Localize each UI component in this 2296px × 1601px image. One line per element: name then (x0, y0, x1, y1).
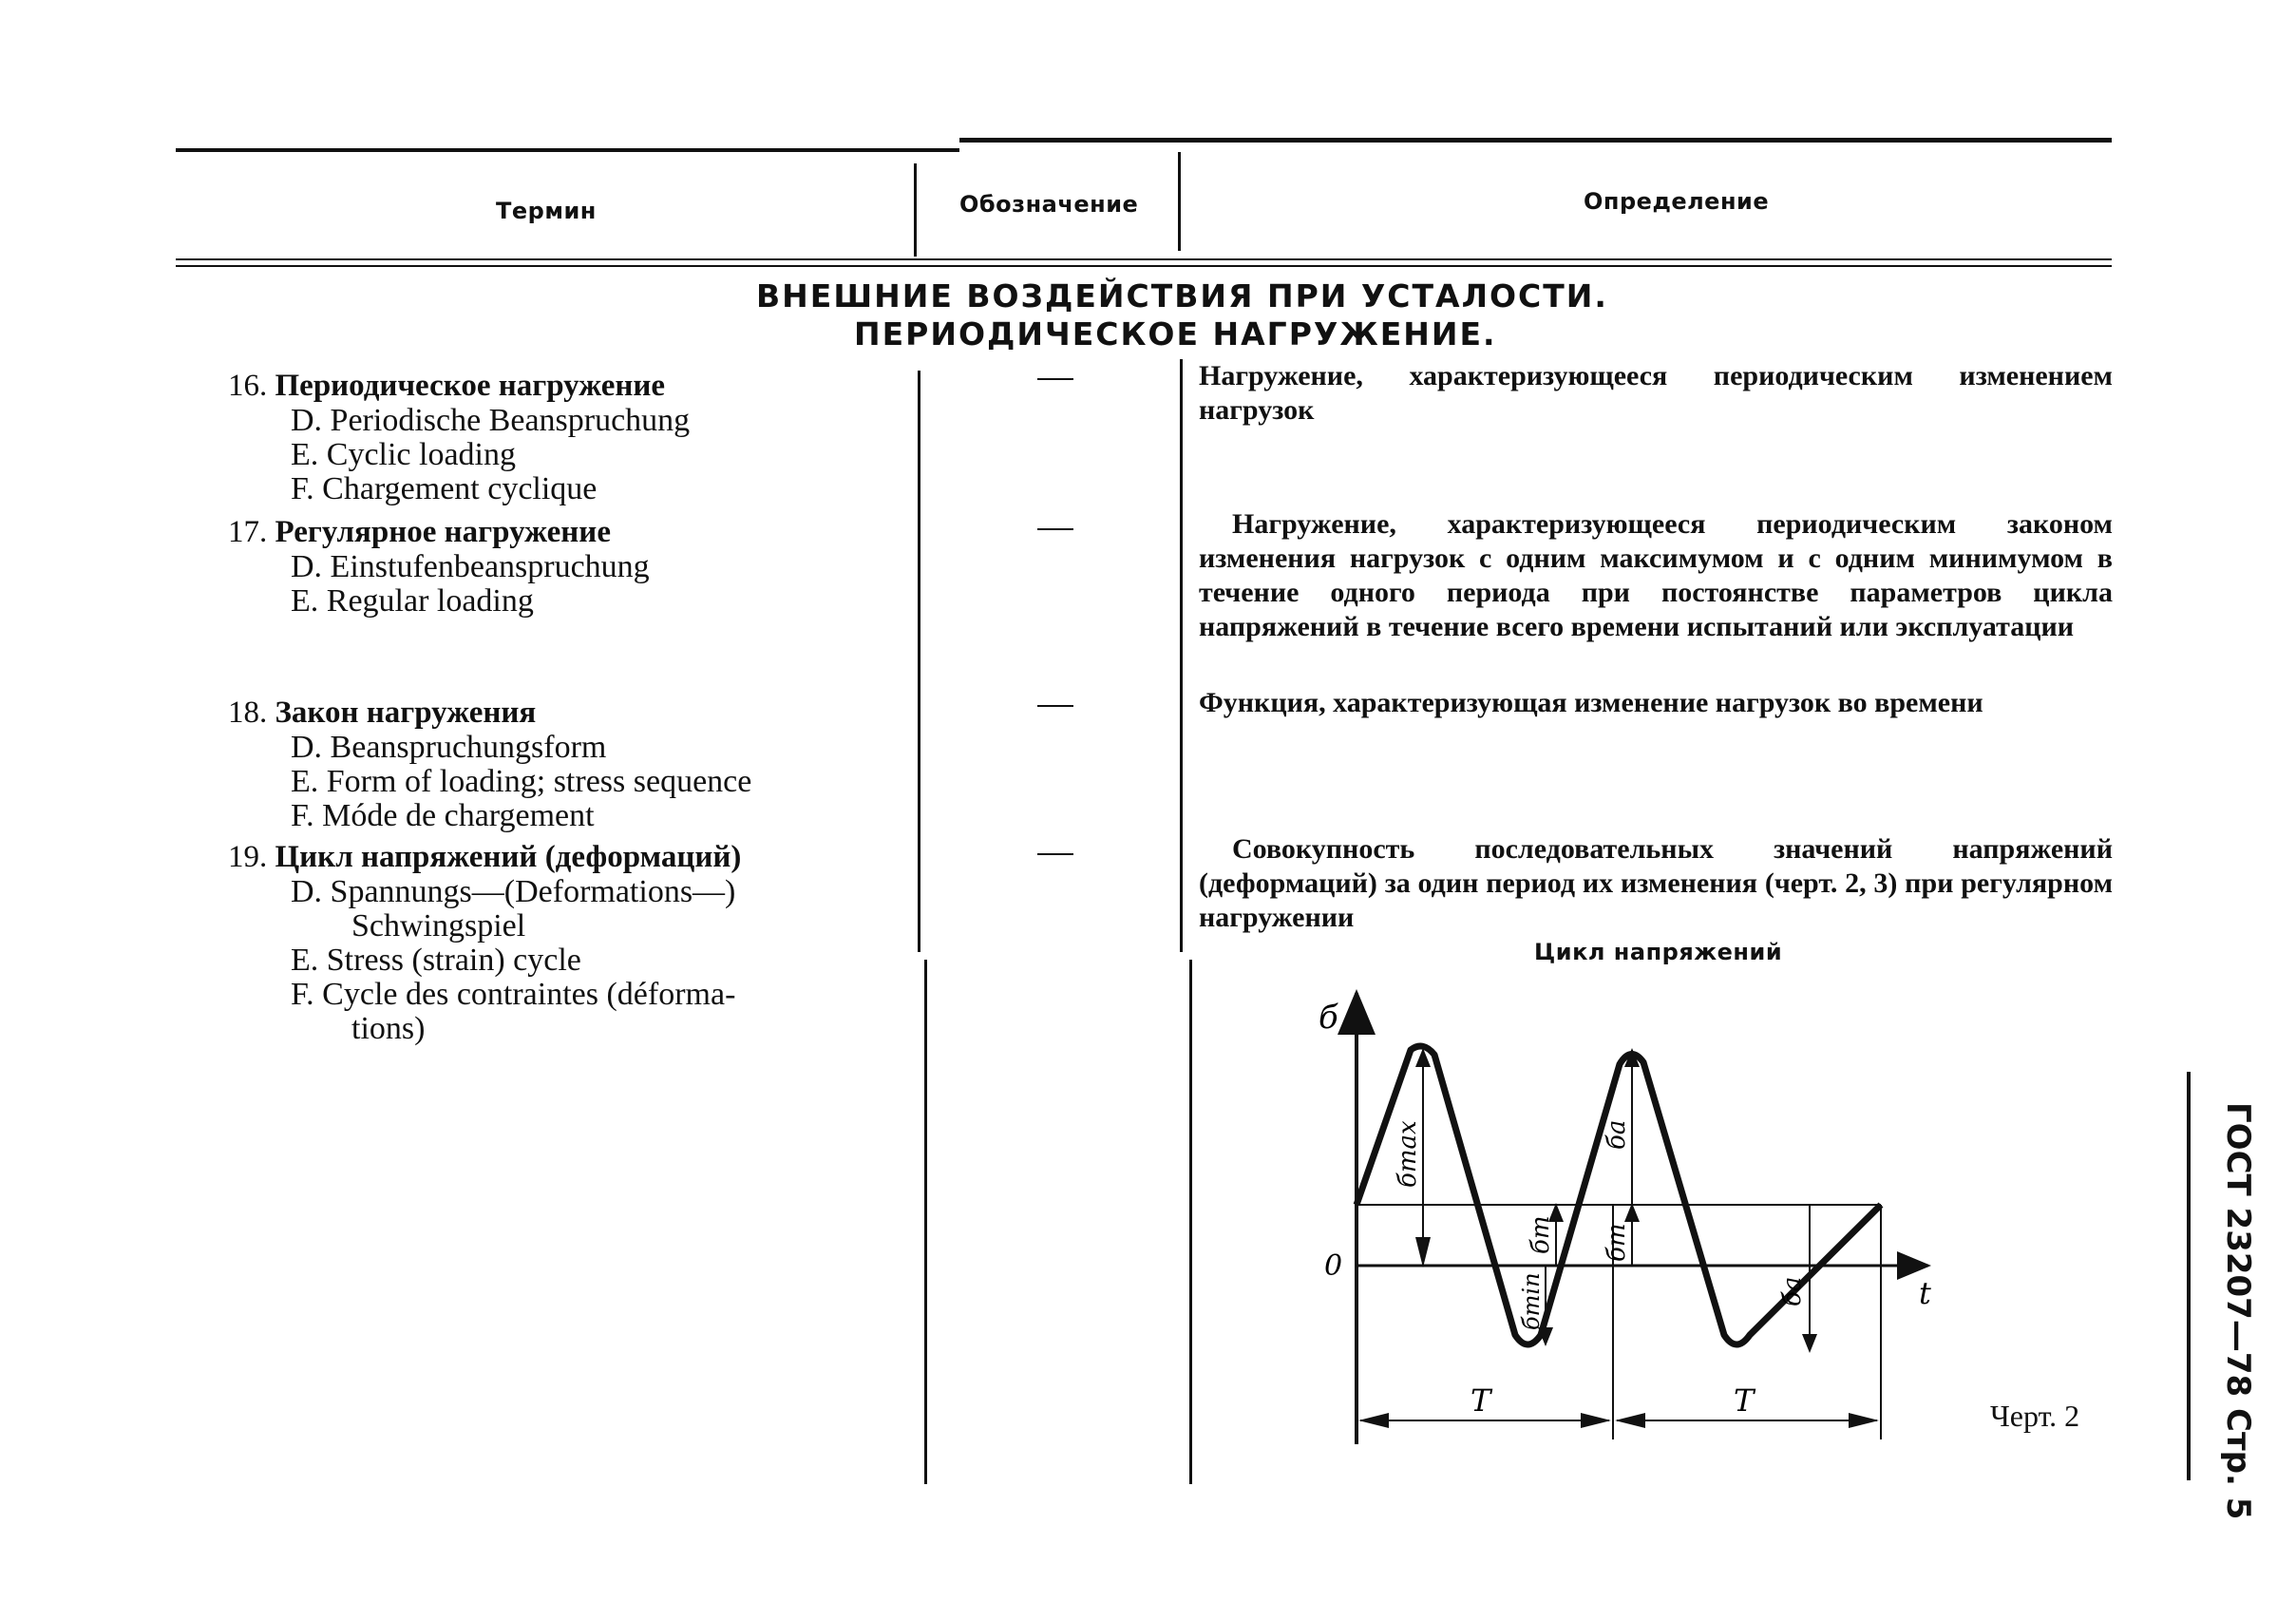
label-zero: 0 (1324, 1249, 1343, 1283)
term-fr-cont: tions) (351, 1011, 426, 1046)
section-title-line2: ПЕРИОДИЧЕСКОЕ НАГРУЖЕНИЕ. (854, 315, 1497, 353)
term-number: 16. (228, 369, 268, 403)
term-ru: Регулярное нагружение (275, 515, 611, 549)
term-en: E. Form of loading; stress sequence (291, 764, 752, 799)
designation-dash-18 (1037, 705, 1073, 707)
term-17 (228, 515, 912, 619)
term-ru: Периодическое нагружение (275, 369, 666, 403)
side-stamp: ГОСТ 23207—78 Стр. 5 (2219, 1102, 2257, 1520)
designation-dash-19 (1037, 853, 1073, 855)
label-period-1: T (1471, 1382, 1491, 1419)
term-fr: F. Móde de chargement (291, 798, 595, 833)
term-de: D. Spannungs—(Deformations—) Schwingspiel (228, 875, 912, 943)
term-en: E. Cyclic loading (291, 437, 517, 472)
term-ru: Закон нагружения (275, 696, 537, 730)
term-en: E. Regular loading (291, 583, 534, 619)
term-number: 17. (228, 515, 268, 549)
header-rule-1 (176, 258, 2112, 260)
label-sigma-a-1: бa (1603, 1119, 1631, 1150)
body-divider-2a (1180, 359, 1183, 952)
designation-dash-17 (1037, 528, 1073, 530)
body-divider-1a (918, 371, 920, 952)
term-19 (228, 840, 912, 1046)
header-divider-1 (914, 163, 917, 257)
header-term: Термин (496, 198, 597, 224)
term-16 (228, 369, 912, 506)
term-ru: Цикл напряжений (деформаций) (275, 840, 742, 874)
body-divider-1b (924, 960, 927, 1484)
definition-16: Нагружение, характеризующееся периодическим изменением нагрузок (1199, 360, 2113, 426)
header-designation: Обозначение (959, 191, 1139, 218)
definition-18: Функция, характеризующая изменение нагрузок во времени (1199, 687, 1983, 718)
term-number: 19. (228, 840, 268, 874)
term-fr: F. Chargement cyclique (291, 471, 598, 506)
header-divider-2 (1178, 152, 1181, 251)
definition-17: Нагружение, характеризующееся периодическим законом изменения нагрузок с одним максимумом и с одним минимумом в течение одного периода при постоянстве параметров цикла напряжений в течение всего времени испытаний или эксплуатации (1199, 508, 2113, 642)
designation-dash-16 (1037, 378, 1073, 380)
term-de: D. Einstufenbeanspruchung (291, 549, 650, 584)
label-sigma-m-2: бm (1603, 1223, 1631, 1262)
label-sigma: б (1319, 999, 1338, 1037)
body-divider-2b (1189, 960, 1192, 1484)
term-18 (228, 696, 912, 833)
label-sigma-m-1: бm (1527, 1215, 1555, 1254)
label-sigma-a-2: бa (1778, 1276, 1807, 1306)
term-number: 18. (228, 696, 268, 730)
term-de-cont: Schwingspiel (351, 908, 526, 943)
figure-caption: Черт. 2 (1990, 1399, 2080, 1433)
header-rule-2 (176, 265, 2112, 267)
term-de: D. Periodische Beanspruchung (291, 403, 691, 438)
top-rule-left (176, 148, 959, 152)
label-period-2: T (1734, 1382, 1755, 1419)
term-de: D. Beanspruchungsform (291, 730, 607, 765)
figure-title: Цикл напряжений (1534, 939, 1783, 965)
stress-cycle-diagram (1311, 979, 1957, 1454)
term-fr: F. Cycle des contraintes (déforma- tions) (228, 978, 912, 1046)
header-definition: Определение (1584, 188, 1770, 215)
label-t: t (1919, 1275, 1931, 1311)
section-title-line1: ВНЕШНИЕ ВОЗДЕЙСТВИЯ ПРИ УСТАЛОСТИ. (756, 277, 1608, 314)
label-sigma-min: бmin (1518, 1272, 1545, 1330)
top-rule-right (959, 138, 2112, 143)
label-sigma-max: бmax (1394, 1120, 1422, 1188)
definition-19: Совокупность последовательных значений напряжений (деформаций) за один период их изменения (черт. 2, 3) при регулярном нагружении (1199, 833, 2113, 933)
term-en: E. Stress (strain) cycle (291, 943, 581, 978)
